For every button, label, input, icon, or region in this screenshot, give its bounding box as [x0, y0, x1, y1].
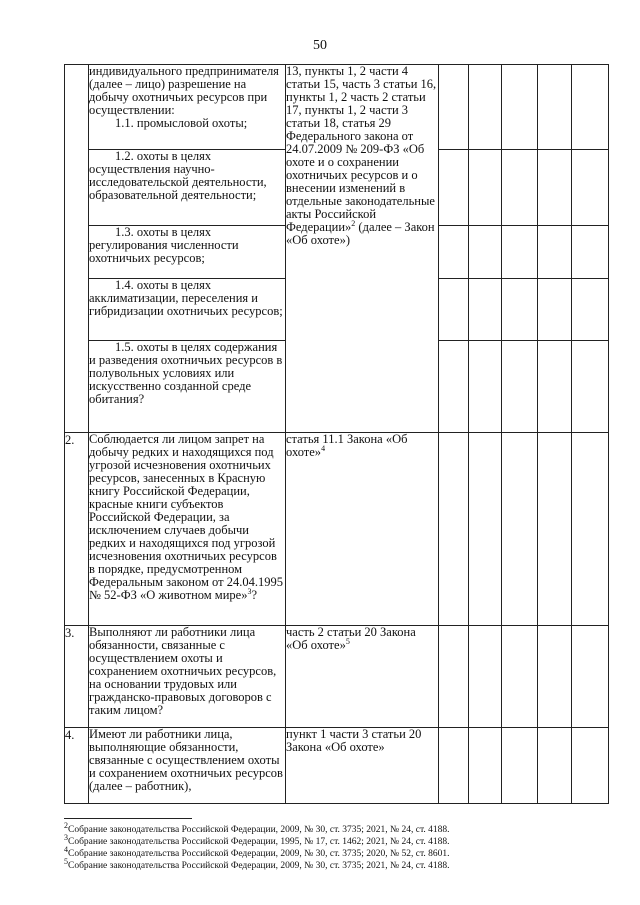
subitem-text: 1.5. охоты в целях содержания и разведения охотничьих ресурсов в полувольных условиях или искусственно созданной среде обитания? — [89, 340, 283, 406]
table-row — [65, 626, 609, 728]
answer-cell[interactable] — [572, 279, 609, 341]
answer-cell[interactable] — [439, 728, 469, 804]
answer-cell[interactable] — [439, 65, 469, 150]
footnote: $^3$Собрание законодательства Российской Федерации, 1995, № 17, ст. 1462; 2021, № 24, ст. 4188. — [64, 832, 450, 847]
answer-cell[interactable] — [538, 279, 572, 341]
footnote-ref: 2 — [351, 218, 356, 228]
subitem-text: 1.1. промысловой охоты; — [115, 116, 248, 130]
question-text: Имеют ли работники лица, выполняющие обязанности, связанные с осуществлением охоты и сохранением охотничьих ресурсов (далее – работник), — [89, 727, 283, 793]
footnote: $^5$Собрание законодательства Российской Федерации, 2009, № 30, ст. 3735; 2021, № 24, ст. 4188. — [64, 856, 450, 871]
answer-cell[interactable] — [502, 626, 538, 728]
answer-cell[interactable] — [439, 279, 469, 341]
legal-basis-text: статья 11.1 Закона «Об охоте» — [286, 432, 408, 459]
question-text: Соблюдается ли лицом запрет на добычу редких и находящихся под угрозой исчезновения охотничьих ресурсов, занесенных в Красную книгу Российской Федерации, красные книги субъектов Российской Федерации, за исключением случаев добычи редких и находящихся под угрозой исчезновения охотничьих ресурсов в порядке, предусмотренном Федеральным законом от 24.04.1995 № 52-ФЗ «О животном мире» — [89, 432, 283, 602]
table-row — [65, 728, 609, 804]
legal-basis-tail: (далее – Закон «Об охоте») — [286, 220, 435, 247]
answer-cell[interactable] — [572, 150, 609, 226]
question-cell — [89, 341, 286, 433]
question-text: Выполняют ли работники лица обязанности, связанные с осуществлением охоты и сохранением охотничьих ресурсов, на основании трудовых или гражданско-правовых договоров с таким лицом? — [89, 625, 277, 717]
checklist-table — [64, 64, 609, 804]
answer-cell[interactable] — [439, 433, 469, 626]
question-cell — [89, 626, 286, 728]
legal-basis-cell — [286, 433, 439, 626]
legal-basis-text: часть 2 статьи 20 Закона «Об охоте» — [286, 625, 416, 652]
row-number: 3. — [65, 626, 89, 728]
answer-cell[interactable] — [572, 433, 609, 626]
answer-cell[interactable] — [439, 626, 469, 728]
answer-cell[interactable] — [469, 728, 502, 804]
question-cell — [89, 150, 286, 226]
table-row — [65, 433, 609, 626]
footnote-ref: 4 — [321, 443, 326, 453]
subitem-text: 1.4. охоты в целях акклиматизации, переселения и гибридизации охотничьих ресурсов; — [89, 278, 283, 318]
answer-cell[interactable] — [469, 226, 502, 279]
footnote: $^4$Собрание законодательства Российской Федерации, 2009, № 30, ст. 3735; 2020, № 52, ст. 8601. — [64, 844, 450, 859]
answer-cell[interactable] — [538, 65, 572, 150]
footnote-divider — [64, 818, 192, 819]
row-number-cell — [65, 65, 89, 433]
answer-cell[interactable] — [439, 150, 469, 226]
answer-cell[interactable] — [439, 341, 469, 433]
answer-cell[interactable] — [502, 279, 538, 341]
answer-cell[interactable] — [538, 728, 572, 804]
answer-cell[interactable] — [502, 226, 538, 279]
subitem-text: 1.2. охоты в целях осуществления научно-исследовательской деятельности, образовательной деятельности; — [89, 149, 267, 202]
legal-basis-cell — [286, 65, 439, 433]
answer-cell[interactable] — [572, 626, 609, 728]
footnote-ref: 3 — [247, 586, 252, 596]
legal-basis-text: пункт 1 части 3 статьи 20 Закона «Об охоте» — [286, 727, 422, 754]
table-row — [65, 65, 609, 150]
answer-cell[interactable] — [538, 626, 572, 728]
answer-cell[interactable] — [469, 626, 502, 728]
answer-cell[interactable] — [469, 65, 502, 150]
footnote: $^2$Собрание законодательства Российской Федерации, 2009, № 30, ст. 3735; 2021, № 24, ст. 4188. — [64, 820, 450, 835]
footnotes — [64, 820, 624, 872]
answer-cell[interactable] — [469, 433, 502, 626]
answer-cell[interactable] — [502, 433, 538, 626]
question-cell — [89, 279, 286, 341]
question-text: индивидуального предпринимателя (далее – лицо) разрешение на добычу охотничьих ресурсов при осуществлении: — [89, 64, 279, 117]
answer-cell[interactable] — [538, 341, 572, 433]
answer-cell[interactable] — [502, 65, 538, 150]
answer-cell[interactable] — [502, 728, 538, 804]
answer-cell[interactable] — [538, 226, 572, 279]
row-number: 4. — [65, 728, 89, 804]
question-cell — [89, 65, 286, 150]
footnote-ref: 5 — [345, 636, 350, 646]
legal-basis-text: 13, пункты 1, 2 части 4 статьи 15, часть 3 статьи 16, пункты 1, 2 часть 2 статьи 17, пункты 1, 2 части 3 статьи 18, статья 29 Федерального закона от 24.07.2009 № 209-ФЗ «Об охоте и о сохранении охотничьих ресурсов и о внесении изменений в отдельные законодательные акты Российской Федерации» — [286, 64, 437, 234]
answer-cell[interactable] — [538, 150, 572, 226]
answer-cell[interactable] — [502, 341, 538, 433]
answer-cell[interactable] — [469, 150, 502, 226]
question-cell — [89, 226, 286, 279]
page-number: 50 — [313, 38, 327, 53]
question-cell — [89, 433, 286, 626]
answer-cell[interactable] — [469, 279, 502, 341]
answer-cell[interactable] — [538, 433, 572, 626]
question-tail: ? — [251, 588, 258, 602]
answer-cell[interactable] — [572, 728, 609, 804]
question-cell — [89, 728, 286, 804]
answer-cell[interactable] — [469, 341, 502, 433]
legal-basis-cell — [286, 728, 439, 804]
answer-cell[interactable] — [572, 226, 609, 279]
subitem-text: 1.3. охоты в целях регулирования численности охотничьих ресурсов; — [89, 225, 239, 265]
legal-basis-cell — [286, 626, 439, 728]
answer-cell[interactable] — [572, 65, 609, 150]
answer-cell[interactable] — [439, 226, 469, 279]
row-number: 2. — [65, 433, 89, 626]
answer-cell[interactable] — [502, 150, 538, 226]
answer-cell[interactable] — [572, 341, 609, 433]
